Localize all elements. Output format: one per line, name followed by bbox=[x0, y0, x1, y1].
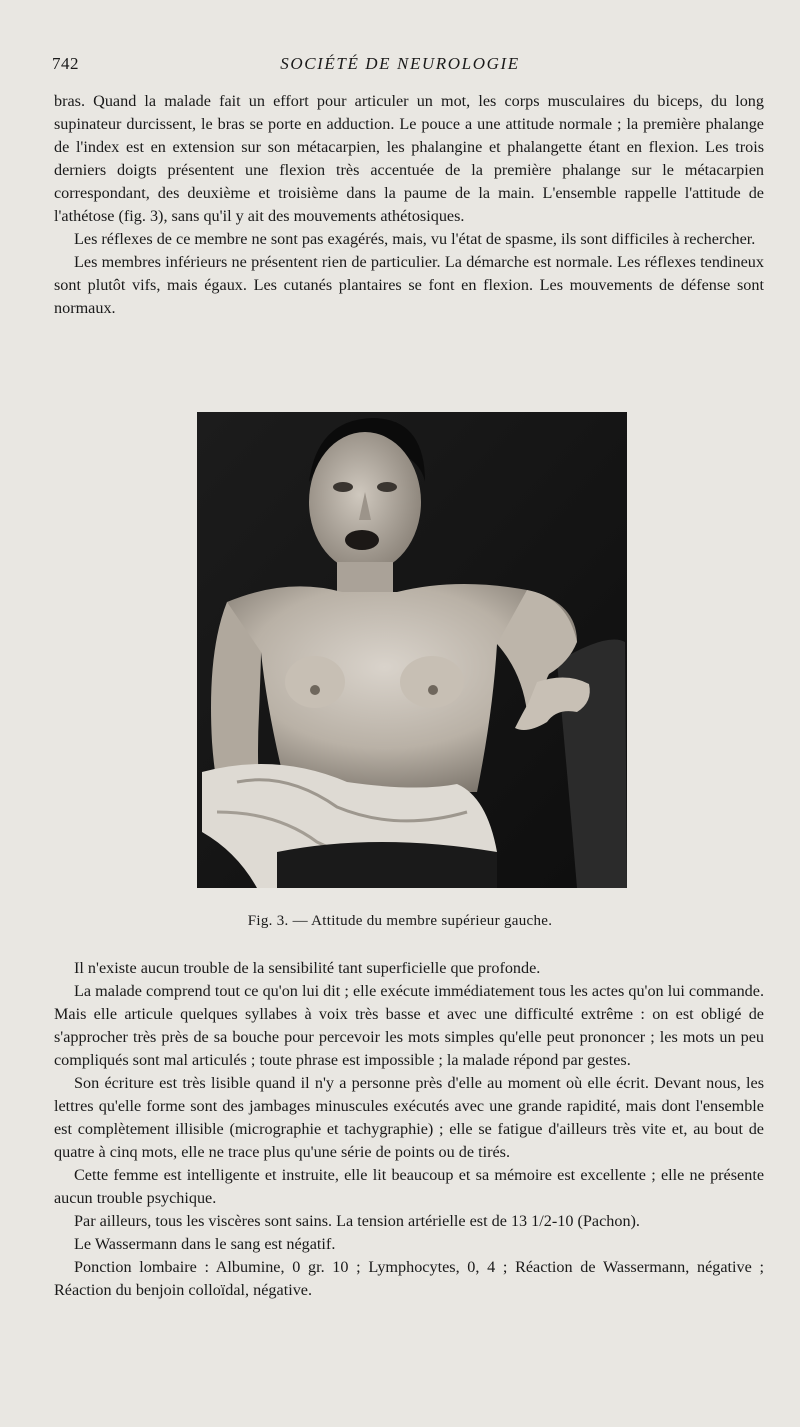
paragraph: bras. Quand la malade fait un effort pour articuler un mot, les corps musculaires du biceps, du long supinateur durcissent, le bras se porte en adduction. Le pouce a une attitude normale ; la première phalange de l'index est en extension sur son métacarpien, les phalangine et phalangette étant en flexion. Les trois derniers doigts présentent une flexion très accentuée de la première phalange sur le métacarpien correspondant, des deuxième et troisième dans la paume de la main. L'ensemble rappelle l'attitude de l'athétose (fig. 3), sans qu'il y ait des mouvements athétosiques. bbox=[54, 92, 764, 225]
paragraph: Par ailleurs, tous les viscères sont sains. La tension artérielle est de 13 1/2-10 (Pachon). bbox=[74, 1212, 640, 1230]
patient-photograph bbox=[197, 412, 627, 888]
paragraph: Le Wassermann dans le sang est négatif. bbox=[74, 1235, 336, 1253]
page-number: 742 bbox=[52, 54, 79, 73]
paragraph: Les membres inférieurs ne présentent rien de particulier. La démarche est normale. Les réflexes tendineux sont plutôt vifs, mais égaux. Les cutanés plantaires se font en flexion. Les mouvements de défense sont normaux. bbox=[54, 253, 764, 317]
bottom-text-block bbox=[54, 957, 764, 1302]
paragraph: Ponction lombaire : Albumine, 0 gr. 10 ; Lymphocytes, 0, 4 ; Réaction de Wassermann, négative ; Réaction du benjoin colloïdal, négative. bbox=[54, 1258, 764, 1299]
paragraph: Les réflexes de ce membre ne sont pas exagérés, mais, vu l'état de spasme, ils sont difficiles à rechercher. bbox=[74, 230, 756, 248]
running-head: SOCIÉTÉ DE NEUROLOGIE bbox=[280, 54, 520, 73]
paragraph: Cette femme est intelligente et instruite, elle lit beaucoup et sa mémoire est excellente ; elle ne présente aucun trouble psychique. bbox=[54, 1166, 764, 1207]
paragraph: Il n'existe aucun trouble de la sensibilité tant superficielle que profonde. bbox=[74, 959, 541, 977]
top-text-block bbox=[54, 90, 764, 320]
paragraph: Son écriture est très lisible quand il n'y a personne près d'elle au moment où elle écrit. Devant nous, les lettres qu'elle forme sont des jambages minuscules exécutés avec une grande rapidité, mais dont l'ensemble est complètement illisible (micrographie et tachygraphie) ; elle se fatigue d'ailleurs très vite et, au bout de quatre à cinq mots, elle ne trace plus qu'une série de points ou de tirés. bbox=[54, 1074, 764, 1161]
paragraph: La malade comprend tout ce qu'on lui dit ; elle exécute immédiatement tous les actes qu'on lui commande. Mais elle articule quelques syllabes à voix très basse et avec une difficulté extrême : on est obligé de s'approcher très près de sa bouche pour percevoir les mots simples qu'elle peut prononcer ; les mots un peu compliqués sont mal articulés ; toute phrase est impossible ; la malade répond par gestes. bbox=[54, 982, 764, 1069]
figure-caption: Fig. 3. — Attitude du membre supérieur gauche. bbox=[247, 913, 553, 929]
photograph-illustration bbox=[197, 412, 627, 888]
